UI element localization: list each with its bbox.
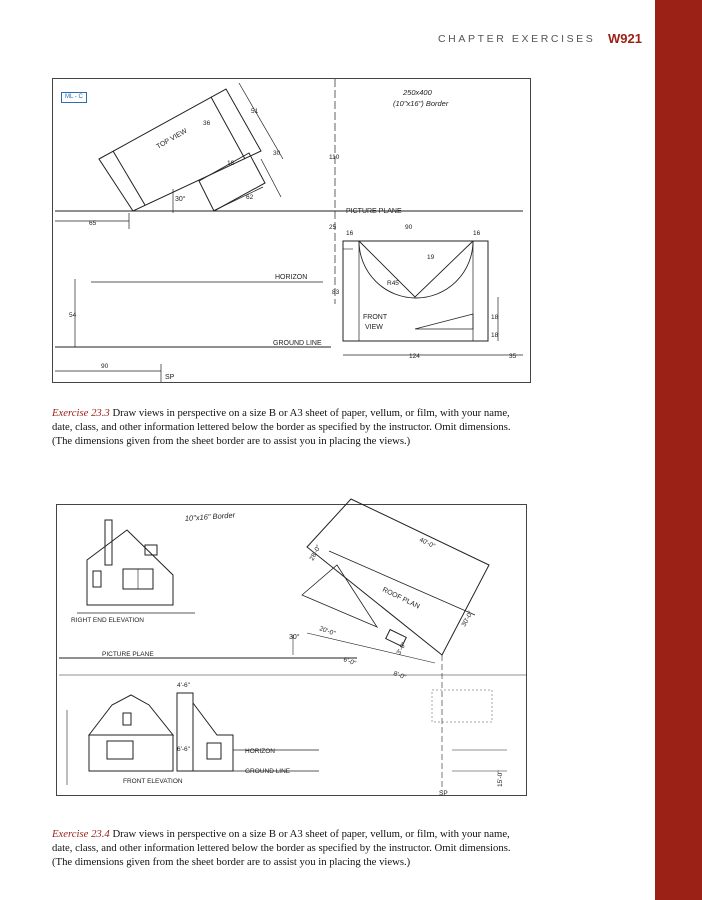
dim-15: 15'-0" [497,770,504,787]
front-view-label-1: FRONT [363,314,388,321]
dim-40: 40'-0" [418,536,437,551]
picture-plane-label-2: PICTURE PLANE [102,651,154,658]
dim-16-right: 16 [473,230,481,237]
ground-line-label-2: GROUND LINE [245,768,291,775]
dim-110: 110 [329,154,340,161]
running-head [420,33,650,49]
dim-90-top: 90 [405,224,413,231]
right-end-elevation-label: RIGHT END ELEVATION [71,617,144,624]
angle-label: 30° [175,196,186,203]
front-chimney [177,693,193,771]
sp-label-2: SP [439,790,448,797]
dim-83: 83 [332,289,340,296]
exercise-23-3-figure [52,78,531,383]
dim-124: 124 [409,353,420,360]
front-view-label-2: VIEW [365,324,383,331]
dim-51: 51 [251,108,259,115]
sp-label: SP [165,374,175,381]
dim-90-bottom: 90 [101,363,109,370]
dim-18-lower: 18 [491,332,499,339]
page-number: W921 [608,31,642,46]
dim-62: 62 [246,194,254,201]
exercise-23-3-title: Exercise 23.3 [52,406,110,419]
dim-35: 35 [509,353,517,360]
exercise-23-4-title: Exercise 23.4 [52,827,110,840]
dim-20: 20'-0" [318,625,337,638]
dim-65: 65 [89,220,97,227]
chapter-label: CHAPTER EXERCISES [438,33,596,45]
horizon-label: HORIZON [275,274,308,281]
ml-stamp: ML - C [61,92,87,103]
front-house-body [89,735,173,771]
exercise-23-3-caption [52,406,530,448]
exercise-23-4-text: Draw views in perspective on a size B or A3 sheet of paper, vellum, or film, with your name, date, class, and other information lettered below the border as specified by the instructor. Omit dimensions. (The dimensions given from the sheet border are to assist you in placing the views.) [52,827,511,868]
dim-r45: R45 [387,280,399,287]
dim-6: 6'-0" [342,656,357,668]
right-end-house [87,530,173,605]
exercise-23-4-drawing [57,505,526,795]
dim-19: 19 [427,254,435,261]
dim-30: 30'-0" [460,610,475,628]
front-elevation-label: FRONT ELEVATION [123,778,183,785]
dim-8: 8'-0" [392,670,407,682]
border-note-1: 250x400 [403,88,432,97]
top-view-label: TOP VIEW [155,127,189,151]
dim-4-6: 4'-6" [177,682,190,689]
dim-36: 36 [203,120,211,127]
dim-28: 28'-0" [308,544,323,562]
picture-plane-label: PICTURE PLANE [346,208,402,215]
ground-line-label: GROUND LINE [273,340,322,347]
dim-18: 18 [227,160,235,167]
exercise-23-4-caption [52,827,530,869]
dim-25: 25 [329,224,337,231]
dim-3: 3'-0" [395,641,408,656]
exercise-23-3-drawing [53,79,530,382]
top-view-outline [99,89,261,211]
dim-54: 54 [69,312,77,319]
dim-30: 30 [273,150,281,157]
exercise-23-4-figure [56,504,527,796]
dim-6-6: 6'-6" [177,746,190,753]
dim-16-left: 16 [346,230,354,237]
angle-label-2: 30° [289,634,300,641]
horizon-label-2: HORIZON [245,748,275,755]
border-note: 10"x16" Border [184,510,236,523]
exercise-23-3-text: Draw views in perspective on a size B or A3 sheet of paper, vellum, or film, with your name, date, class, and other information lettered below the border as specified by the instructor. Omit dimensions. (The dimensions given from the sheet border are to assist you in placing the views.) [52,406,511,447]
roof-plan-label: ROOF PLAN [381,586,421,611]
side-accent-band [655,0,702,900]
border-note-2: (10"x16") Border [393,99,449,108]
dim-18-upper: 18 [491,314,499,321]
